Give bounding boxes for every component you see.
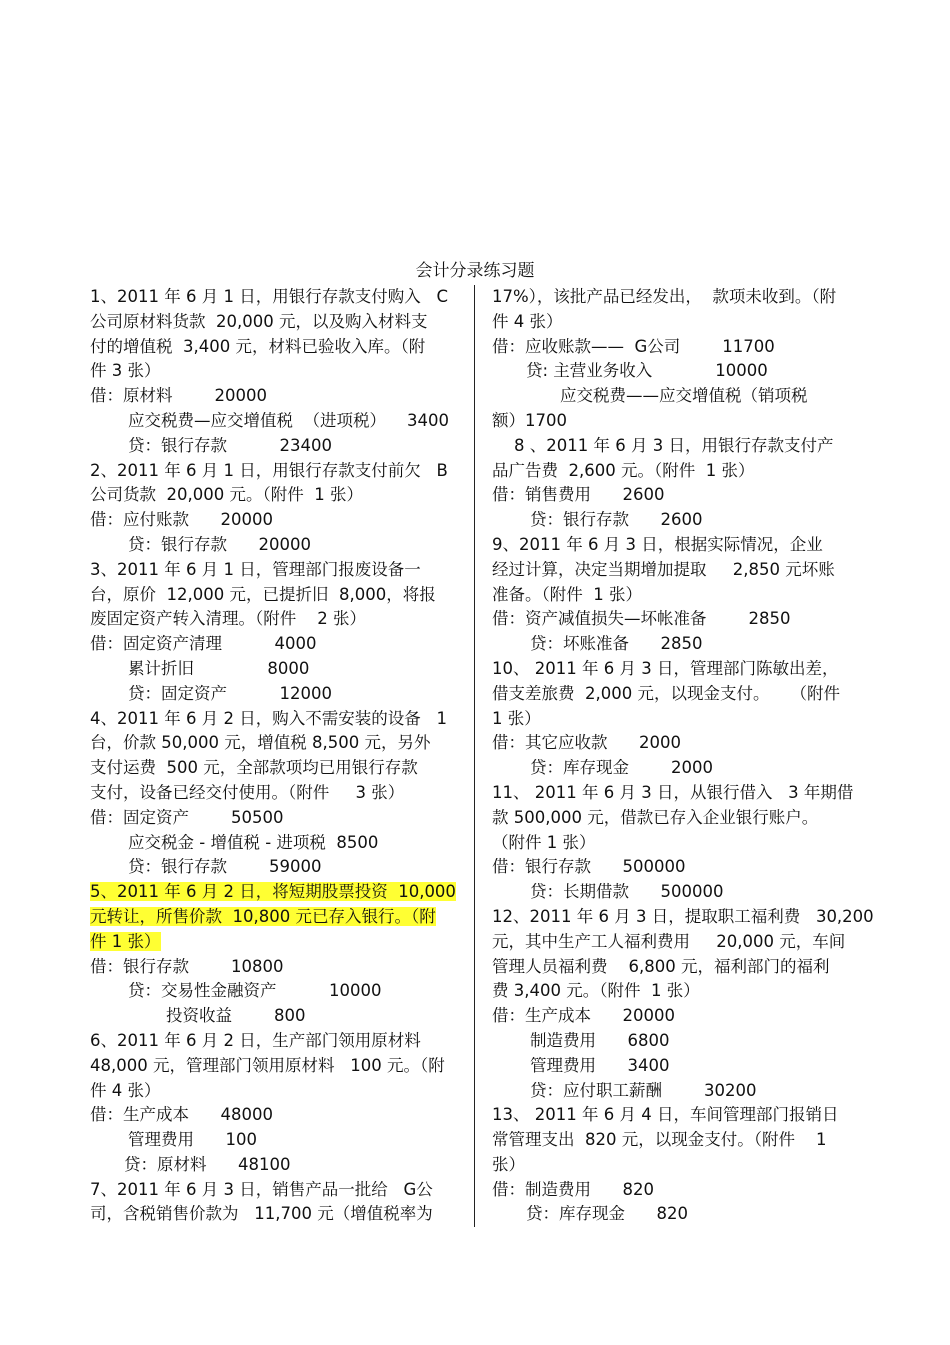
text-line: （附件 1 张） (492, 832, 596, 852)
text-line: 应交税金 - 增值税 - 进项税 8500 (128, 832, 379, 852)
text-line: 件 4 张） (492, 311, 563, 331)
text-line: 1、2011 年 6 月 1 日，用银行存款支付购入 C (90, 287, 448, 306)
text-line: 贷：库存现金 2000 (530, 758, 713, 778)
text-line: 付的增值税 3,400 元，材料已验收入库。（附 (90, 336, 426, 356)
text-line: 件 4 张） (90, 1080, 161, 1100)
text-line: 贷：坏账准备 2850 (530, 634, 703, 654)
text-line: 贷：银行存款 20000 (128, 534, 311, 554)
text-line: 借：银行存款 10800 (90, 956, 284, 976)
text-line: 废固定资产转入清理。（附件 2 张） (90, 609, 366, 629)
text-line: 12、2011 年 6 月 3 日，提取职工福利费 30,200 (492, 906, 874, 926)
text-line: 贷：银行存款 2600 (530, 510, 703, 530)
text-line: 7、2011 年 6 月 3 日，销售产品一批给 G公 (90, 1179, 433, 1199)
text-line: 借：生产成本 20000 (492, 1006, 675, 1026)
text-line: 公司货款 20,000 元。（附件 1 张） (90, 485, 363, 505)
text-line: 10、 2011 年 6 月 3 日，管理部门陈敏出差， (492, 658, 839, 678)
text-line: 经过计算，决定当期增加提取 2,850 元坏账 (492, 559, 835, 579)
text-line: 借：制造费用 820 (492, 1179, 654, 1199)
text-line: 应交税费——应交增值税（销项税 (560, 386, 808, 406)
text-line: 品广告费 2,600 元。（附件 1 张） (492, 460, 755, 480)
text-line: 制造费用 6800 (530, 1030, 670, 1050)
text-line: 3、2011 年 6 月 1 日，管理部门报废设备一 (90, 559, 421, 579)
text-line: 贷：原材料 48100 (124, 1154, 291, 1174)
text-line: 贷：银行存款 23400 (128, 435, 332, 455)
text-line: 贷：银行存款 59000 (128, 857, 322, 877)
text-line: 贷：库存现金 820 (526, 1204, 688, 1224)
text-line: 6、2011 年 6 月 2 日，生产部门领用原材料 (90, 1030, 421, 1050)
text-line: 11、 2011 年 6 月 3 日，从银行借入 3 年期借 (492, 782, 854, 802)
text-line: 4、2011 年 6 月 2 日，购入不需安装的设备 1 (90, 708, 447, 728)
text-line: 支付运费 500 元，全部款项均已用银行存款 (90, 758, 418, 778)
text-line: 司，含税销售价款为 11,700 元（增值税率为 (90, 1204, 433, 1224)
text-line: 借：应付账款 20000 (90, 510, 273, 530)
text-line: 常管理支出 820 元，以现金支付。（附件 1 (492, 1130, 827, 1150)
text-line: 借：资产减值损失—坏帐准备 2850 (492, 609, 791, 629)
text-line: 件 3 张） (90, 361, 161, 381)
text-line: 台，价款 50,000 元，增值税 8,500 元，另外 (90, 733, 431, 753)
text-line: 投资收益 800 (166, 1006, 306, 1026)
text-line: 13、 2011 年 6 月 4 日，车间管理部门报销日 (492, 1105, 839, 1125)
text-line: 元转让，所售价款 10,800 元已存入银行。（附 (90, 906, 436, 926)
text-line: 2、2011 年 6 月 1 日，用银行存款支付前欠 B (90, 460, 448, 480)
text-line: 贷：长期借款 500000 (530, 882, 724, 902)
text-line: 借：银行存款 500000 (492, 857, 686, 877)
text-line: 贷：应付职工薪酬 30200 (530, 1080, 757, 1100)
text-line: 管理人员福利费 6,800 元，福利部门的福利 (492, 956, 830, 976)
text-line: 借：原材料 20000 (90, 386, 267, 406)
text-line: 借：其它应收款 2000 (492, 733, 681, 753)
text-line: 48,000 元，管理部门领用原材料 100 元。（附 (90, 1055, 445, 1075)
text-line: 借：应收账款—— G公司 11700 (492, 336, 775, 356)
text-line: 费 3,400 元。（附件 1 张） (492, 981, 700, 1001)
text-line: 准备。（附件 1 张） (492, 584, 642, 604)
text-line: 张） (492, 1154, 525, 1174)
text-line: 台，原价 12,000 元，已提折旧 8,000，将报 (90, 584, 436, 604)
page-title: 会计分录练习题 (415, 261, 535, 281)
right-column (492, 285, 874, 1227)
left-column (90, 285, 462, 1227)
text-line: 额）1700 (492, 410, 567, 430)
text-line: 款 500,000 元，借款已存入企业银行账户。 (492, 807, 819, 827)
text-line: 借：销售费用 2600 (492, 485, 665, 505)
text-line: 支付，设备已经交付使用。（附件 3 张） (90, 782, 405, 802)
text-line: 贷：固定资产 12000 (128, 683, 332, 703)
text-line: 管理费用 100 (128, 1130, 257, 1150)
text-line: 管理费用 3400 (530, 1055, 670, 1075)
text-line: 借：固定资产 50500 (90, 807, 284, 827)
text-line: 17%），该批产品已经发出， 款项未收到。（附 (492, 287, 837, 306)
text-line: 1 张） (492, 708, 541, 728)
text-line: 5、2011 年 6 月 2 日，将短期股票投资 10,000 (90, 882, 456, 902)
text-line: 借：生产成本 48000 (90, 1105, 273, 1125)
text-line: 贷: 主营业务收入 10000 (526, 361, 768, 381)
text-line: 件 1 张） (90, 931, 161, 951)
text-line: 借支差旅费 2,000 元，以现金支付。 （附件 (492, 683, 840, 703)
text-line: 公司原材料货款 20,000 元，以及购入材料支 (90, 311, 428, 331)
text-line: 贷：交易性金融资产 10000 (128, 981, 382, 1001)
text-line: 应交税费—应交增值税 （进项税） 3400 (128, 410, 449, 430)
text-line: 8 、2011 年 6 月 3 日，用银行存款支付产 (514, 435, 834, 455)
text-line: 借：固定资产清理 4000 (90, 634, 317, 654)
text-line: 元，其中生产工人福利费用 20,000 元，车间 (492, 931, 846, 951)
text-line: 9、2011 年 6 月 3 日，根据实际情况，企业 (492, 534, 823, 554)
text-line: 累计折旧 8000 (128, 658, 310, 678)
column-divider (474, 285, 475, 1227)
